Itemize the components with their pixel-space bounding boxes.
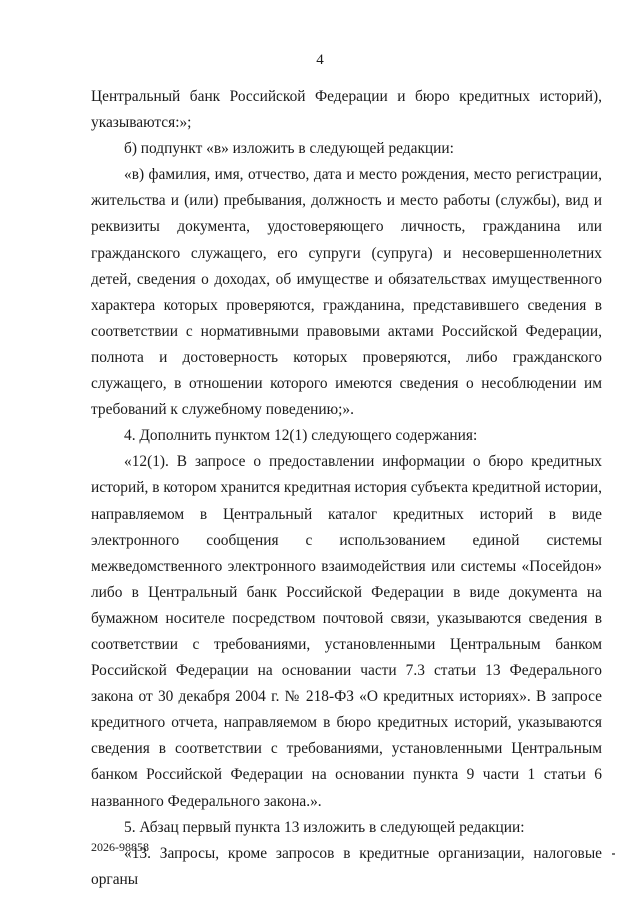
paragraph-1: Центральный банк Российской Федерации и бюро кредитных историй), указываются:»; [91,88,602,132]
paragraph-7: «13. Запросы, кроме запросов в кредитные организации, налоговые органы [91,844,602,888]
paragraph-5: «12(1). В запросе о предоставлении информации о бюро кредитных историй, в котором хранится кредитная история субъекта кредитной истории, направляемом в Центральный каталог кредитных историй в виде электронного сообщения с использованием единой системы межведомственного электронного взаимодействия или системы «Посейдон» либо в Центральный банк Российской Федерации в виде документа на бумажном носителе посредством почтовой связи, указываются сведения в соответствии с требованиями, установленными Центральным банком Российской Федерации на основании части 7.3 статьи 13 Федерального закона от 30 декабря 2004 г. № 218-ФЗ «О кредитных историях». В запросе кредитного отчета, направляемом в бюро кредитных историй, указываются сведения в соответствии с требованиями, установленными Центральным банком Российской Федерации на основании пункта 9 части 1 статьи 6 названного Федерального закона.». [91,453,602,810]
paragraph-4: 4. Дополнить пунктом 12(1) следующего содержания: [124,427,478,445]
document-body [91,84,602,893]
page-number: 4 [316,52,324,68]
scan-speck [612,853,615,855]
paragraph-3: «в) фамилия, имя, отчество, дата и место рождения, место регистрации, жительства и (или) пребывания, должность и место работы (службы), вид и реквизиты документа, удостоверяющего личность, гражданина или гражданского служащего, его супруги (супруга) и несовершеннолетних детей, сведения о доходах, об имуществе и обязательствах имущественного характера которых проверяются, гражданина, представившего сведения в соответствии с нормативными правовыми актами Российской Федерации, полнота и достоверность которых проверяются, либо гражданского служащего, в отношении которого имеются сведения о несоблюдении им требований к служебному поведению;». [91,166,602,419]
document-code: 2026-98858 [91,840,149,854]
paragraph-2: б) подпункт «в» изложить в следующей редакции: [124,140,454,158]
paragraph-6: 5. Абзац первый пункта 13 изложить в следующей редакции: [124,818,525,836]
